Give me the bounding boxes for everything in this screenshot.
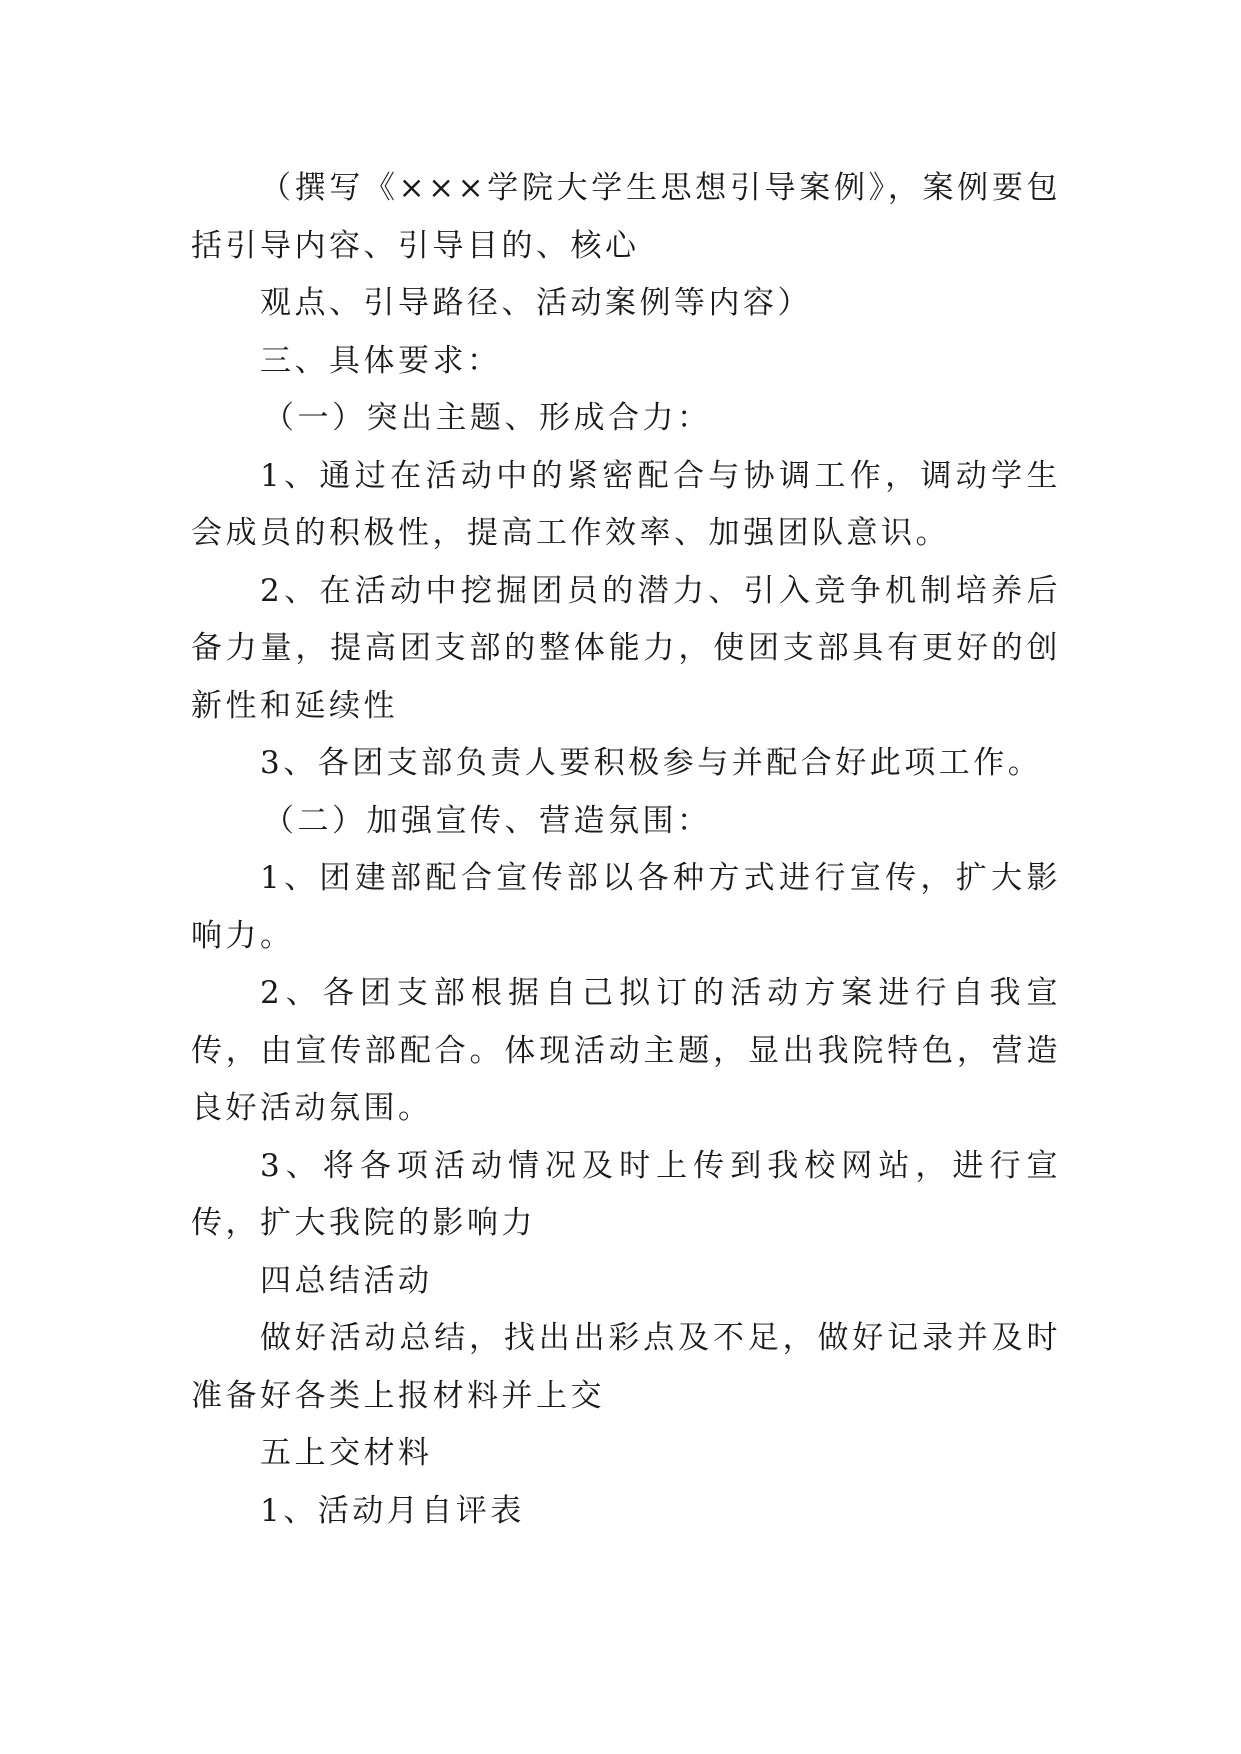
paragraph-case-contents: 观点、引导路径、活动案例等内容） [260, 285, 812, 321]
list-item-website-upload: 3、将各项活动情况及时上传到我校网站，进行宣传，扩大我院的影响力 [191, 1147, 1061, 1241]
subsection-heading-theme: （一）突出主题、形成合力： [263, 400, 712, 436]
list-item-cooperation: 1、通过在活动中的紧密配合与协调工作，调动学生会成员的积极性，提高工作效率、加强团队意识。 [191, 457, 1061, 551]
paragraph-case-writing: （撰写《×××学院大学生思想引导案例》，案例要包括引导内容、引导目的、核心 [191, 170, 1061, 264]
paragraph-summary: 做好活动总结，找出出彩点及不足，做好记录并及时准备好各类上报材料并上交 [191, 1320, 1061, 1414]
list-item-publicity-dept: 1、团建部配合宣传部以各种方式进行宣传，扩大影响力。 [191, 860, 1061, 954]
list-item-self-publicity: 2、各团支部根据自己拟订的活动方案进行自我宣传，由宣传部配合。体现活动主题，显出我院特色，营造良好活动氛围。 [191, 975, 1061, 1126]
document-body [191, 160, 1061, 1540]
list-item-branch-leaders: 3、各团支部负责人要积极参与并配合好此项工作。 [260, 745, 1043, 781]
section-heading-summary: 四总结活动 [260, 1262, 433, 1299]
subsection-heading-publicity: （二）加强宣传、营造氛围： [263, 802, 712, 839]
list-item-potential: 2、在活动中挖掘团员的潜力、引入竞争机制培养后备力量，提高团支部的整体能力，使团支部具有更好的创新性和延续性 [191, 572, 1061, 724]
list-item-self-evaluation: 1、活动月自评表 [260, 1492, 525, 1529]
section-heading-requirements: 三、具体要求： [260, 342, 502, 379]
section-heading-submission: 五上交材料 [260, 1435, 433, 1471]
